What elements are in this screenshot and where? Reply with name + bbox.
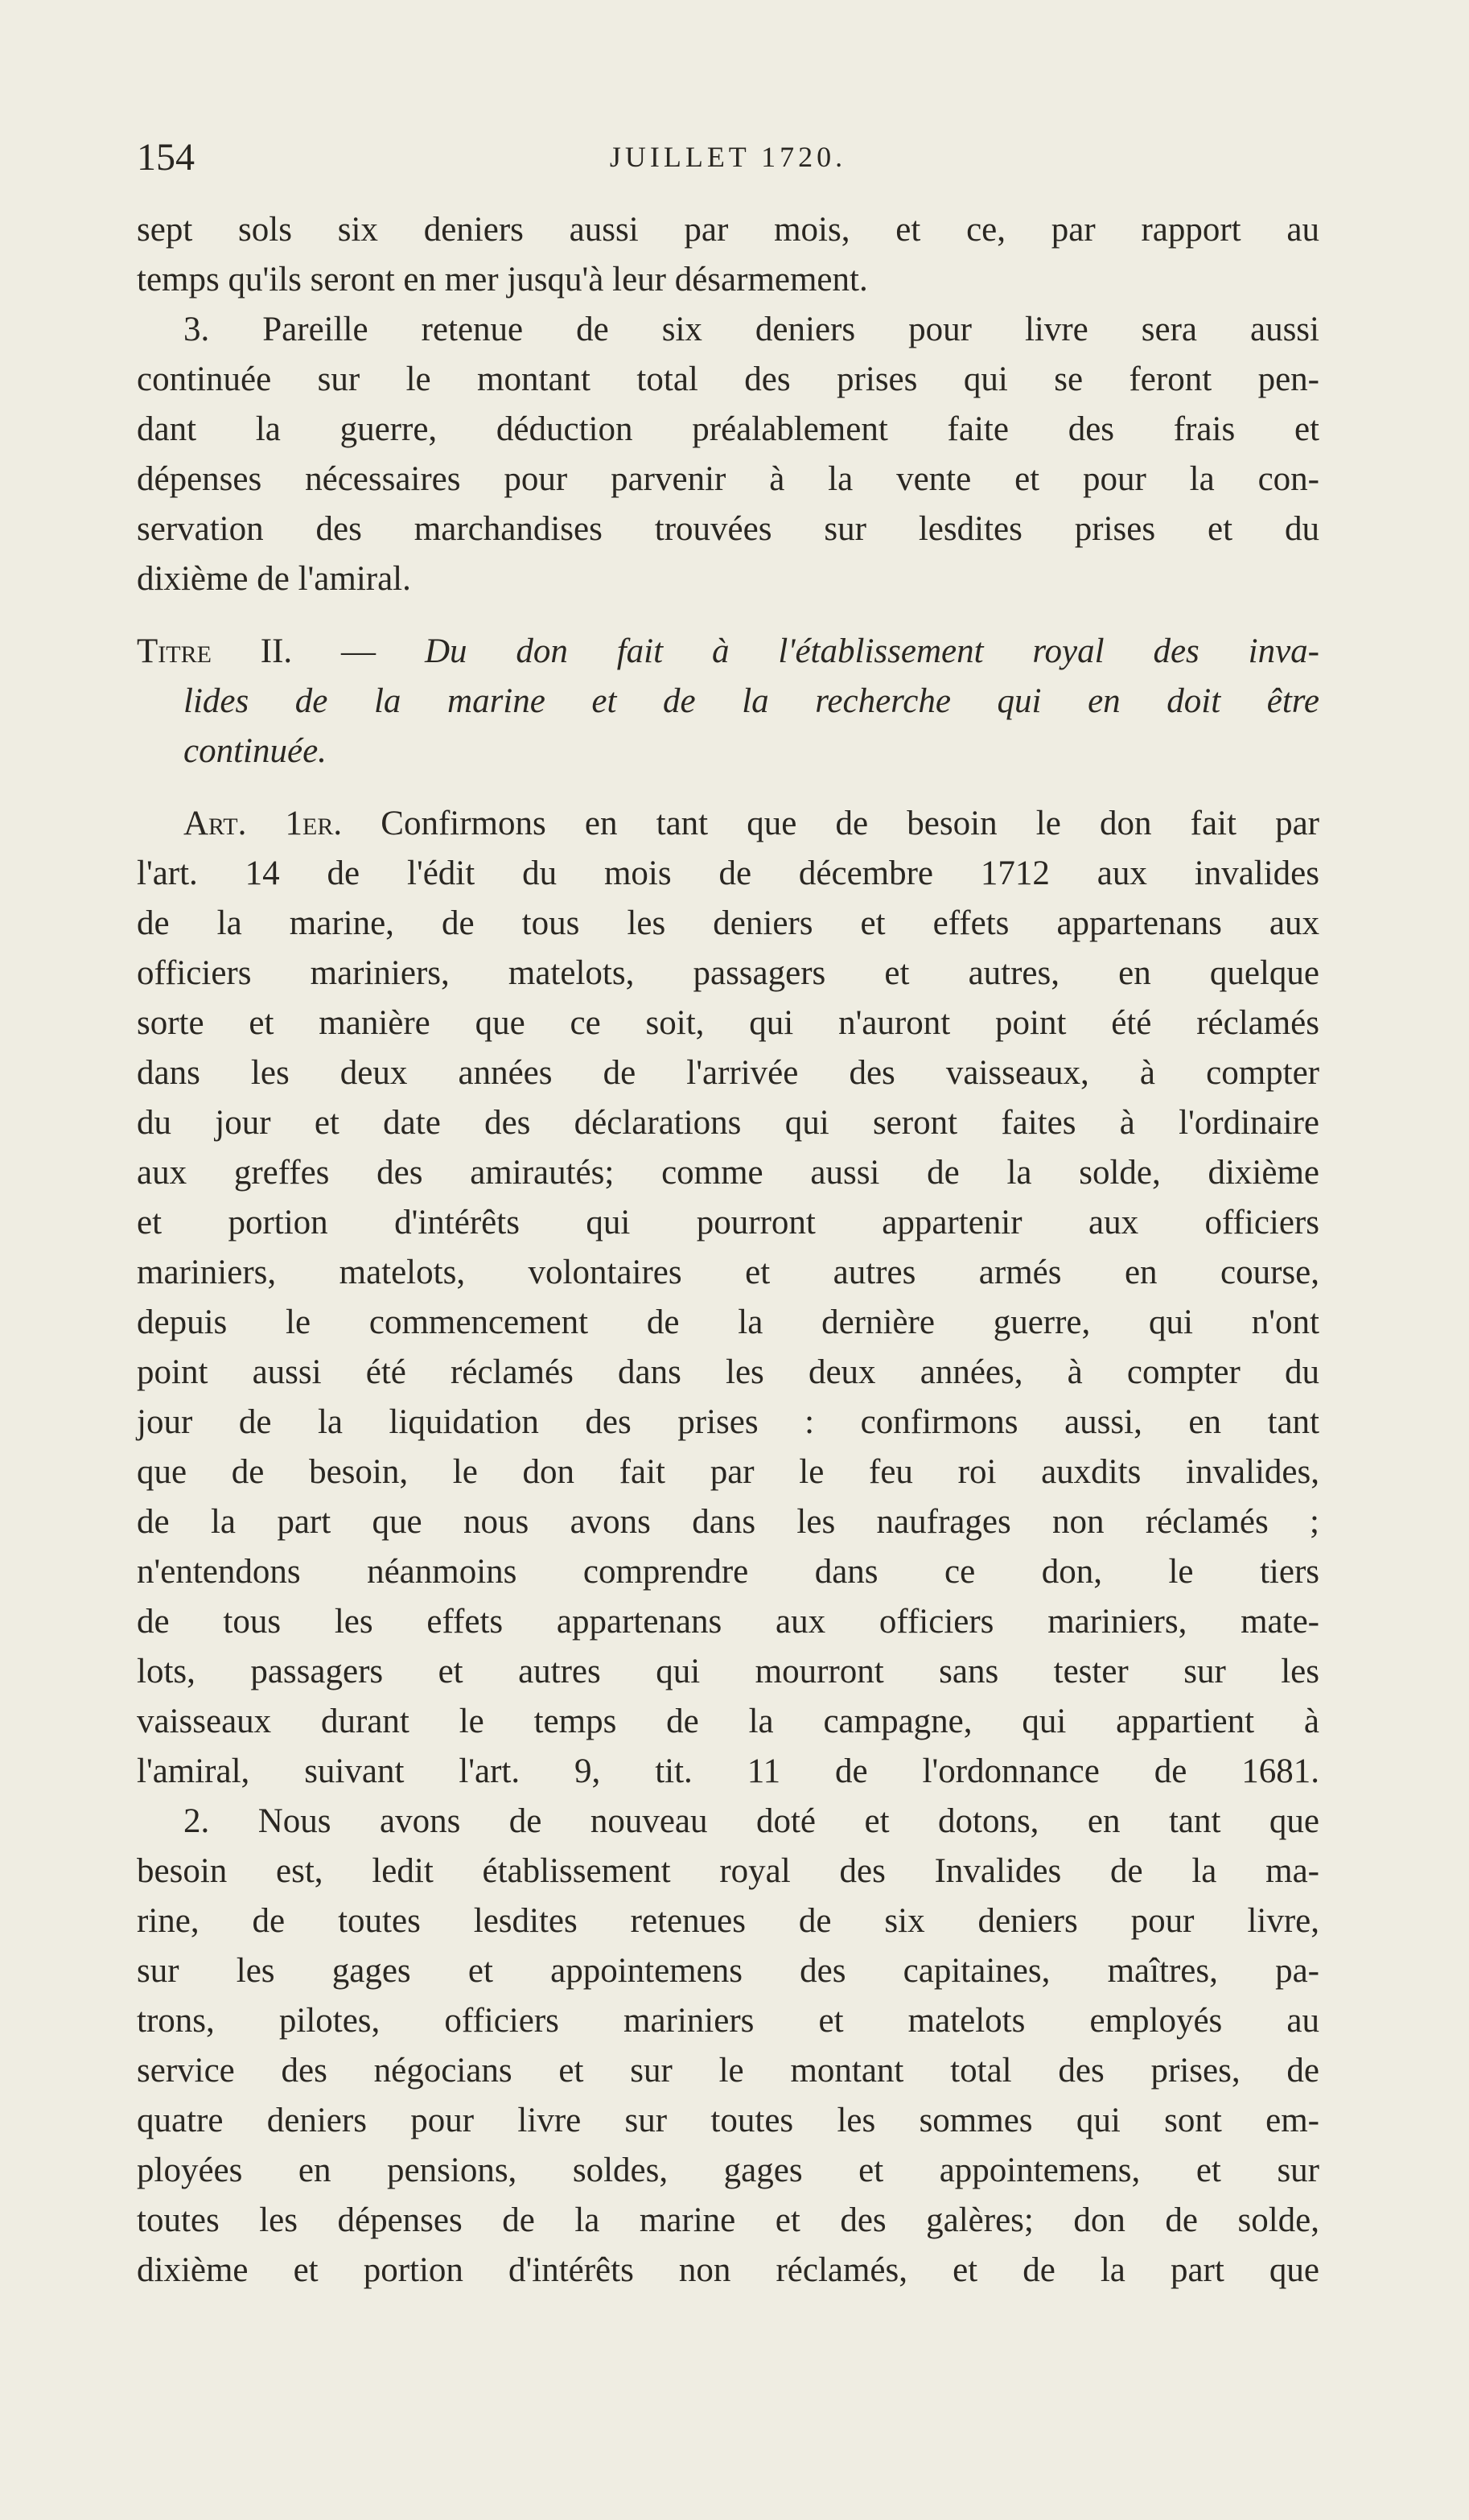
text-line: l'art. 14 de l'édit du mois de décembre 1712 aux invalides <box>137 854 1319 892</box>
text-line: sorte et manière que ce soit, qui n'auront point été réclamés <box>137 1004 1319 1042</box>
text-line: dant la guerre, déduction préalablement faite des frais et <box>137 410 1319 448</box>
text-line: mariniers, matelots, volontaires et autres armés en course, <box>137 1254 1319 1291</box>
titre-label: Titre II. — <box>137 632 377 670</box>
text-line: continuée sur le montant total des prises qui se feront pen- <box>137 360 1319 398</box>
text-line: servation des marchandises trouvées sur lesdites prises et du <box>137 510 1319 548</box>
text-line: lots, passagers et autres qui mourront sans tester sur les <box>137 1653 1319 1690</box>
text-line: quatre deniers pour livre sur toutes les sommes qui sont em- <box>137 2102 1319 2139</box>
text-line: 2. Nous avons de nouveau doté et dotons, en tant que <box>183 1802 1319 1840</box>
paragraph-continuation <box>137 205 1319 305</box>
text-line: 3. Pareille retenue de six deniers pour livre sera aussi <box>183 311 1319 348</box>
text-line: que de besoin, le don fait par le feu roi auxdits invalides, <box>137 1453 1319 1491</box>
running-title: JUILLET 1720. <box>609 141 847 173</box>
titre-text: continuée. <box>183 732 327 770</box>
text-line: l'amiral, suivant l'art. 9, tit. 11 de l'ordonnance de 1681. <box>137 1752 1319 1790</box>
text-line: de tous les effets appartenans aux officiers mariniers, mate- <box>137 1603 1319 1641</box>
text-line: dans les deux années de l'arrivée des vaisseaux, à compter <box>137 1054 1319 1092</box>
titre-text: lides de la marine et de la recherche qui en doit être <box>183 682 1319 720</box>
article-label: Art. 1er. <box>183 805 343 842</box>
text-line: vaisseaux durant le temps de la campagne, qui appartient à <box>137 1703 1319 1740</box>
text-line: dixième de l'amiral. <box>137 560 411 598</box>
titre-text: Du don fait à l'établissement royal des inva- <box>424 632 1319 670</box>
page-header <box>137 135 1319 183</box>
text-line: dépenses nécessaires pour parvenir à la vente et pour la con- <box>137 460 1319 498</box>
text-line: sur les gages et appointemens des capitaines, maîtres, pa- <box>137 1952 1319 1990</box>
article-1-paragraph <box>137 799 1319 1797</box>
page-body <box>137 205 1319 2296</box>
text-line: Confirmons en tant que de besoin le don fait par <box>381 805 1319 842</box>
text-line: ployées en pensions, soldes, gages et appointemens, et sur <box>137 2151 1319 2189</box>
text-line: aux greffes des amirautés; comme aussi de la solde, dixième <box>137 1154 1319 1192</box>
article-2-paragraph <box>137 1797 1319 2296</box>
text-line: besoin est, ledit établissement royal des Invalides de la ma- <box>137 1852 1319 1890</box>
text-line: point aussi été réclamés dans les deux années, à compter du <box>137 1353 1319 1391</box>
text-line: jour de la liquidation des prises : confirmons aussi, en tant <box>137 1403 1319 1441</box>
text-line: de la part que nous avons dans les naufrages non réclamés ; <box>137 1503 1319 1541</box>
text-line: du jour et date des déclarations qui seront faites à l'ordinaire <box>137 1104 1319 1142</box>
text-line: dixième et portion d'intérêts non réclamés, et de la part que <box>137 2251 1319 2289</box>
page-number: 154 <box>137 136 195 179</box>
text-line: toutes les dépenses de la marine et des galères; don de solde, <box>137 2201 1319 2239</box>
text-line: trons, pilotes, officiers mariniers et matelots employés au <box>137 2002 1319 2040</box>
text-line: sept sols six deniers aussi par mois, et ce, par rapport au <box>137 211 1319 249</box>
text-line: de la marine, de tous les deniers et effets appartenans aux <box>137 904 1319 942</box>
text-line: officiers mariniers, matelots, passagers et autres, en quelque <box>137 954 1319 992</box>
text-line: temps qu'ils seront en mer jusqu'à leur désarmement. <box>137 261 868 299</box>
text-line: depuis le commencement de la dernière guerre, qui n'ont <box>137 1303 1319 1341</box>
section-heading-titre-2 <box>137 627 1319 776</box>
text-line: n'entendons néanmoins comprendre dans ce don, le tiers <box>137 1553 1319 1591</box>
text-line: service des négocians et sur le montant total des prises, de <box>137 2052 1319 2090</box>
article-3-paragraph <box>137 305 1319 604</box>
text-line: rine, de toutes lesdites retenues de six deniers pour livre, <box>137 1902 1319 1940</box>
text-line: et portion d'intérêts qui pourront appartenir aux officiers <box>137 1204 1319 1241</box>
